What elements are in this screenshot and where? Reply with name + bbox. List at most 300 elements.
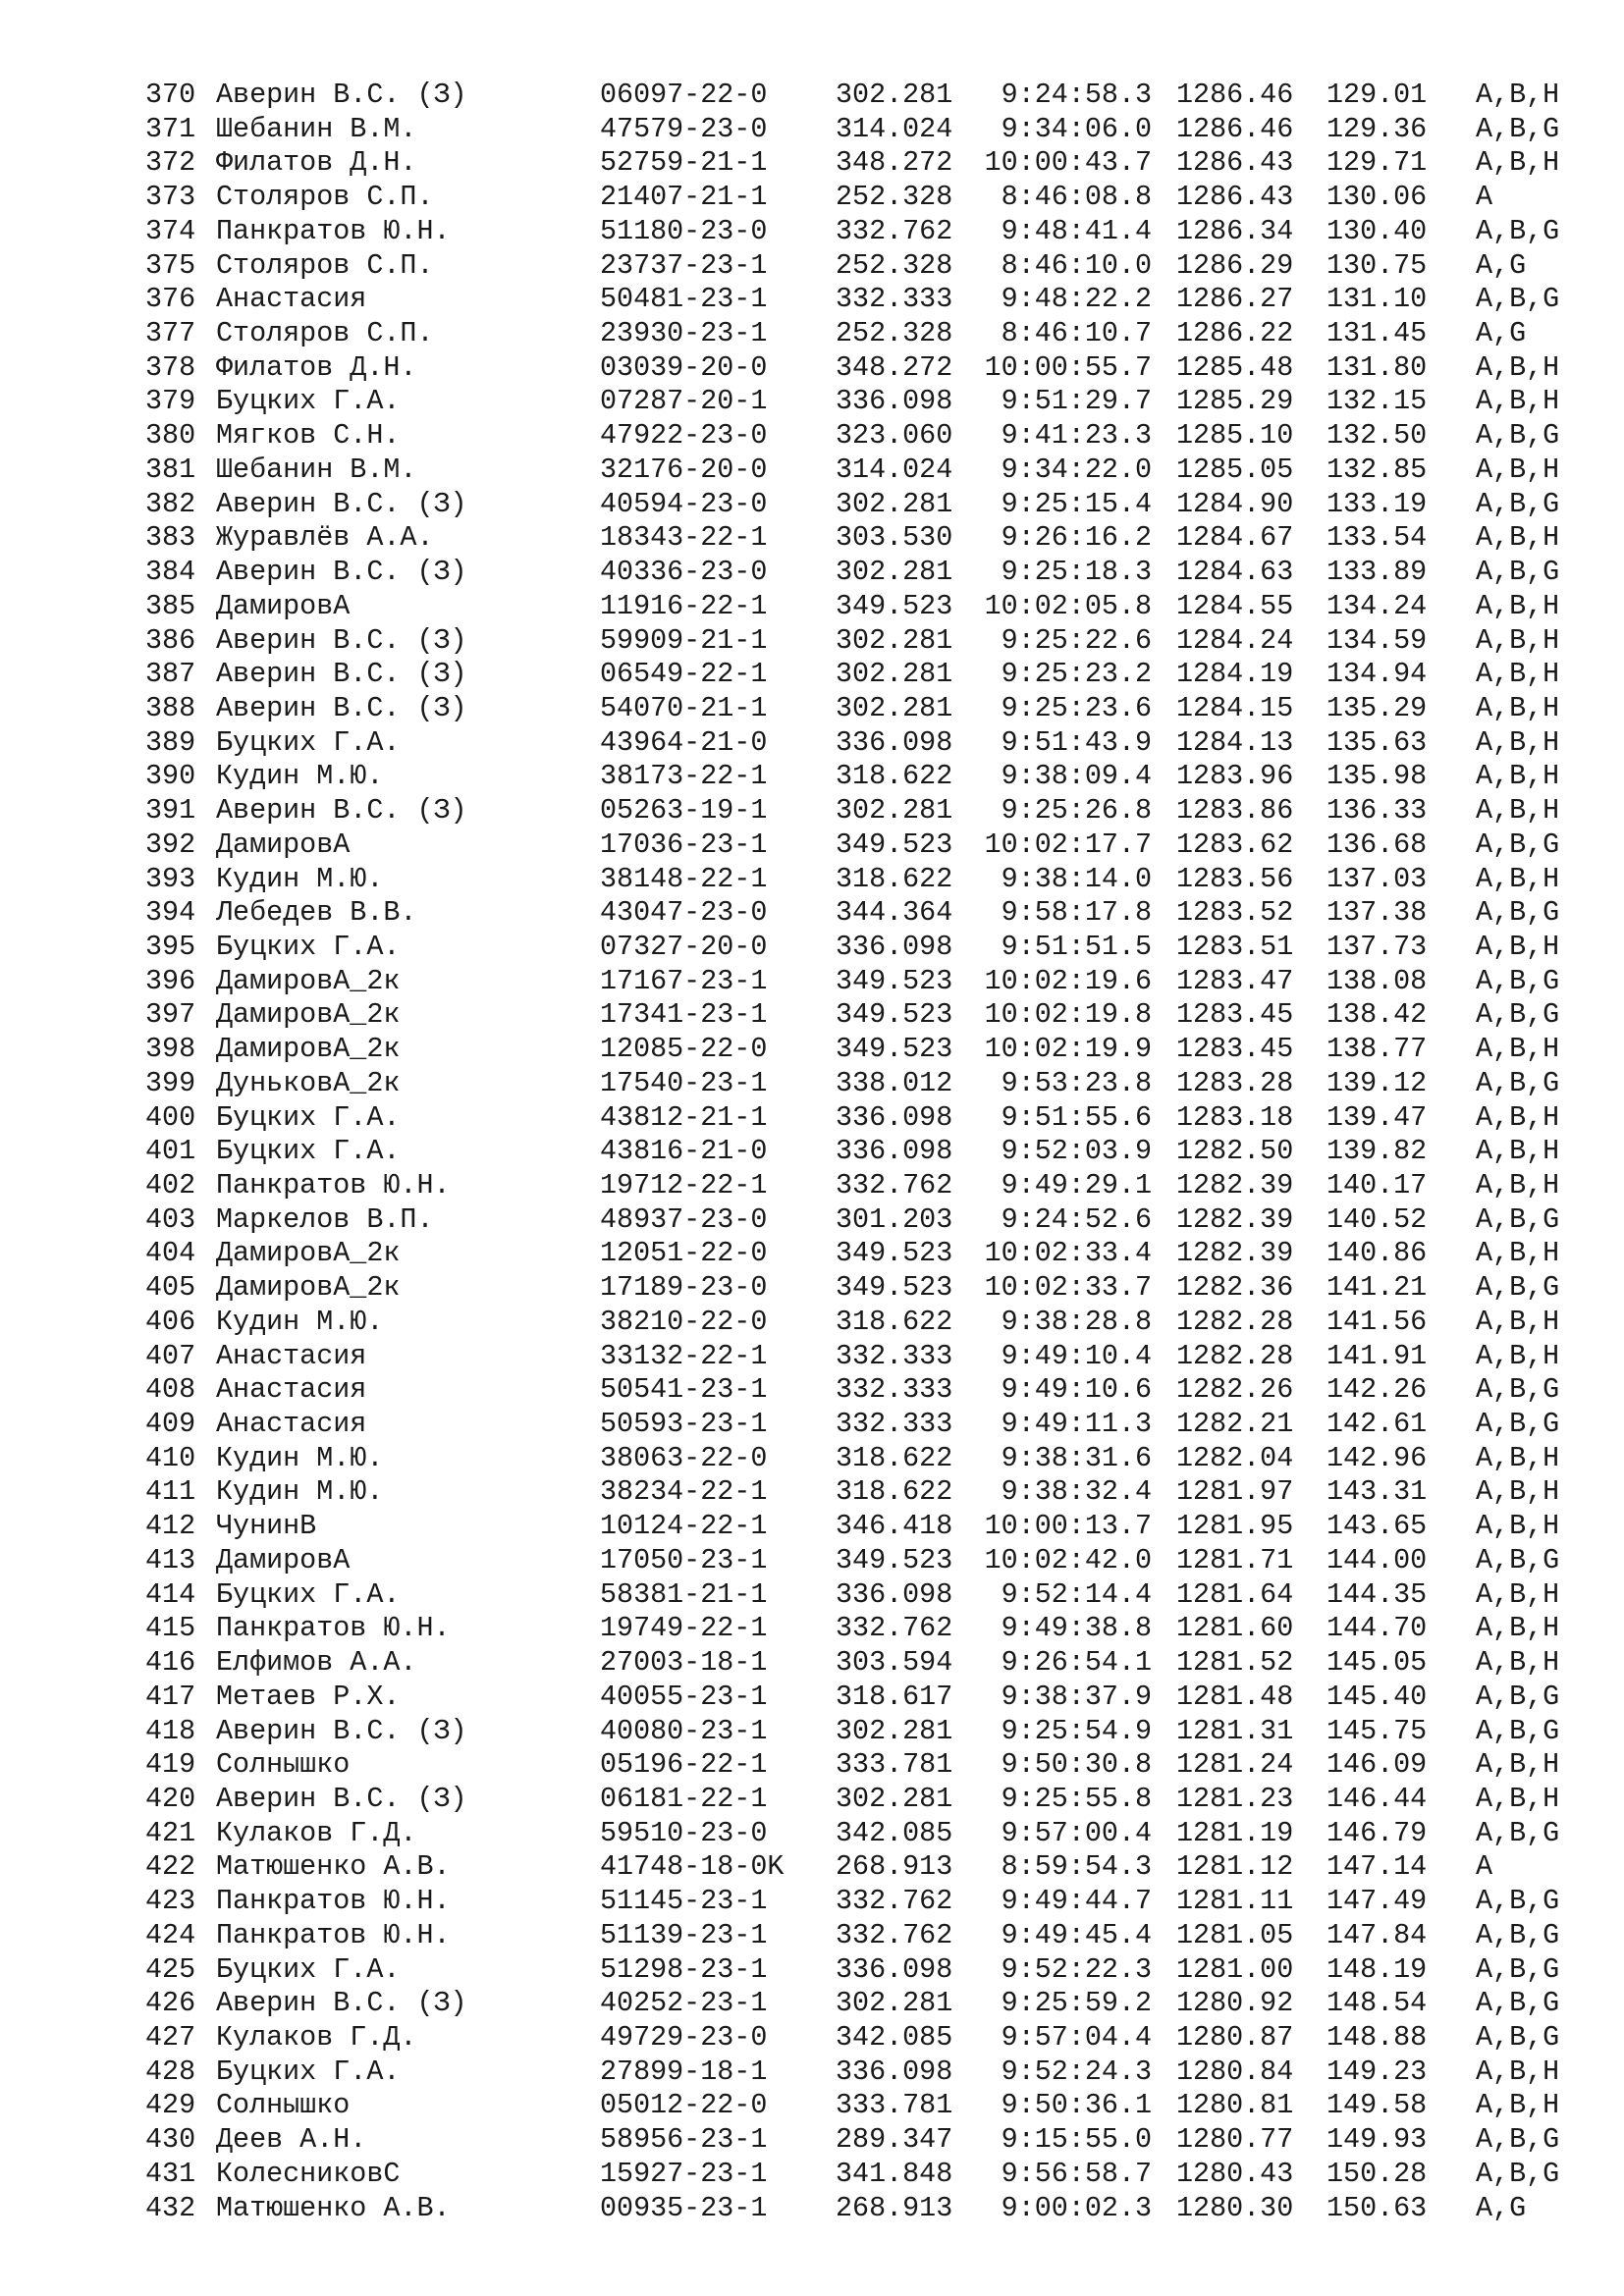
arrival-time: 9:48:41.4 [1001,214,1152,247]
category-flags: A,B,H [1476,2055,1560,2088]
distance-km: 332.333 [836,1339,953,1372]
place-number: 404 [145,1237,196,1270]
category-flags: A,B,H [1476,1169,1560,1201]
place-number: 410 [145,1441,196,1474]
place-number: 379 [145,385,196,418]
distance-km: 349.523 [836,998,953,1032]
place-number: 407 [145,1339,196,1372]
arrival-time: 9:50:36.1 [1001,2089,1152,2122]
place-number: 412 [145,1510,196,1543]
distance-km: 336.098 [836,1135,953,1168]
ring-number: 40080-23-1 [600,1714,768,1747]
ring-number: 10124-22-1 [600,1510,768,1543]
category-flags: A,B,G [1476,556,1560,589]
ring-number: 15927-23-1 [600,2157,768,2190]
ring-number: 43964-21-0 [600,725,768,759]
fancier-name: ДамировА_2к [216,964,401,997]
fancier-name: Панкратов Ю.Н. [216,1885,451,1918]
arrival-time: 9:49:10.6 [1001,1373,1152,1407]
speed-value: 1286.22 [1176,317,1294,350]
speed-value: 1282.26 [1176,1373,1294,1407]
category-flags: A,G [1476,2191,1527,2224]
points-value: 143.65 [1326,1510,1428,1543]
place-number: 397 [145,998,196,1032]
distance-km: 252.328 [836,317,953,350]
place-number: 429 [145,2089,196,2122]
speed-value: 1283.47 [1176,964,1294,997]
distance-km: 336.098 [836,1952,953,1986]
arrival-time: 9:38:37.9 [1001,1680,1152,1713]
ring-number: 50541-23-1 [600,1373,768,1407]
speed-value: 1282.04 [1176,1441,1294,1474]
points-value: 129.71 [1326,146,1428,180]
ring-number: 41748-18-0K [600,1850,785,1884]
ring-number: 47579-23-0 [600,112,768,145]
place-number: 408 [145,1373,196,1407]
category-flags: A,B,G [1476,1271,1560,1305]
place-number: 393 [145,862,196,895]
place-number: 371 [145,112,196,145]
speed-value: 1286.34 [1176,214,1294,247]
place-number: 409 [145,1408,196,1441]
distance-km: 318.622 [836,1305,953,1338]
place-number: 416 [145,1646,196,1680]
arrival-time: 9:57:00.4 [1001,1816,1152,1849]
distance-km: 346.418 [836,1510,953,1543]
arrival-time: 10:02:33.7 [984,1271,1152,1305]
speed-value: 1283.28 [1176,1066,1294,1099]
arrival-time: 10:02:19.6 [984,964,1152,997]
points-value: 134.59 [1326,623,1428,657]
category-flags: A,B,H [1476,1475,1560,1509]
arrival-time: 9:51:29.7 [1001,385,1152,418]
ring-number: 23737-23-1 [600,248,768,282]
category-flags: A,B,H [1476,1748,1560,1782]
points-value: 135.29 [1326,691,1428,724]
place-number: 406 [145,1305,196,1338]
points-value: 132.85 [1326,453,1428,486]
category-flags: A,B,H [1476,623,1560,657]
place-number: 401 [145,1135,196,1168]
arrival-time: 9:49:29.1 [1001,1169,1152,1201]
place-number: 378 [145,350,196,384]
speed-value: 1283.56 [1176,862,1294,895]
fancier-name: Буцких Г.А. [216,930,401,963]
distance-km: 268.913 [836,1850,953,1884]
category-flags: A,B,G [1476,896,1560,930]
fancier-name: Филатов Д.Н. [216,350,417,384]
place-number: 425 [145,1952,196,1986]
distance-km: 342.085 [836,2020,953,2054]
distance-km: 314.024 [836,112,953,145]
arrival-time: 9:24:58.3 [1001,79,1152,111]
distance-km: 289.347 [836,2123,953,2157]
points-value: 147.14 [1326,1850,1428,1884]
arrival-time: 9:25:26.8 [1001,794,1152,828]
arrival-time: 9:25:55.8 [1001,1782,1152,1815]
points-value: 137.38 [1326,896,1428,930]
speed-value: 1280.92 [1176,1987,1294,2020]
place-number: 423 [145,1885,196,1918]
arrival-time: 9:25:22.6 [1001,623,1152,657]
ring-number: 05196-22-1 [600,1748,768,1782]
points-value: 148.19 [1326,1952,1428,1986]
speed-value: 1286.46 [1176,79,1294,111]
points-value: 131.10 [1326,283,1428,316]
fancier-name: ДамировА [216,828,351,861]
category-flags: A,B,G [1476,1987,1560,2020]
fancier-name: Столяров С.П. [216,317,434,350]
category-flags: A,B,H [1476,1782,1560,1815]
points-value: 145.40 [1326,1680,1428,1713]
distance-km: 301.203 [836,1202,953,1236]
fancier-name: ЧунинВ [216,1510,317,1543]
fancier-name: Аверин В.С. (З) [216,658,467,691]
place-number: 375 [145,248,196,282]
distance-km: 336.098 [836,1100,953,1134]
ring-number: 38234-22-1 [600,1475,768,1509]
distance-km: 318.622 [836,1475,953,1509]
points-value: 138.77 [1326,1033,1428,1066]
arrival-time: 9:26:16.2 [1001,521,1152,555]
distance-km: 332.333 [836,283,953,316]
fancier-name: Филатов Д.Н. [216,146,417,180]
points-value: 141.21 [1326,1271,1428,1305]
speed-value: 1282.28 [1176,1339,1294,1372]
ring-number: 43812-21-1 [600,1100,768,1134]
speed-value: 1283.51 [1176,930,1294,963]
distance-km: 252.328 [836,181,953,214]
ring-number: 23930-23-1 [600,317,768,350]
points-value: 149.23 [1326,2055,1428,2088]
place-number: 380 [145,419,196,453]
fancier-name: Панкратов Ю.Н. [216,1612,451,1645]
speed-value: 1281.00 [1176,1952,1294,1986]
distance-km: 349.523 [836,589,953,622]
points-value: 137.73 [1326,930,1428,963]
category-flags: A,B,H [1476,1612,1560,1645]
distance-km: 323.060 [836,419,953,453]
ring-number: 17050-23-1 [600,1543,768,1576]
arrival-time: 9:25:23.2 [1001,658,1152,691]
arrival-time: 9:48:22.2 [1001,283,1152,316]
arrival-time: 9:24:52.6 [1001,1202,1152,1236]
speed-value: 1281.60 [1176,1612,1294,1645]
ring-number: 17341-23-1 [600,998,768,1032]
place-number: 419 [145,1748,196,1782]
fancier-name: Буцких Г.А. [216,385,401,418]
arrival-time: 9:49:11.3 [1001,1408,1152,1441]
arrival-time: 9:38:09.4 [1001,760,1152,793]
points-value: 141.91 [1326,1339,1428,1372]
place-number: 374 [145,214,196,247]
category-flags: A,B,H [1476,2089,1560,2122]
speed-value: 1286.29 [1176,248,1294,282]
ring-number: 17540-23-1 [600,1066,768,1099]
arrival-time: 10:02:19.8 [984,998,1152,1032]
arrival-time: 9:38:28.8 [1001,1305,1152,1338]
ring-number: 51139-23-1 [600,1918,768,1951]
place-number: 370 [145,79,196,111]
ring-number: 18343-22-1 [600,521,768,555]
arrival-time: 9:52:03.9 [1001,1135,1152,1168]
speed-value: 1284.63 [1176,556,1294,589]
category-flags: A,B,G [1476,1202,1560,1236]
ring-number: 49729-23-0 [600,2020,768,2054]
fancier-name: Деев А.Н. [216,2123,367,2157]
distance-km: 303.594 [836,1646,953,1680]
points-value: 139.12 [1326,1066,1428,1099]
distance-km: 302.281 [836,623,953,657]
arrival-time: 9:52:22.3 [1001,1952,1152,1986]
distance-km: 349.523 [836,1033,953,1066]
arrival-time: 10:00:43.7 [984,146,1152,180]
distance-km: 344.364 [836,896,953,930]
arrival-time: 9:38:32.4 [1001,1475,1152,1509]
arrival-time: 9:25:59.2 [1001,1987,1152,2020]
ring-number: 05012-22-0 [600,2089,768,2122]
distance-km: 336.098 [836,2055,953,2088]
ring-number: 33132-22-1 [600,1339,768,1372]
place-number: 428 [145,2055,196,2088]
place-number: 384 [145,556,196,589]
points-value: 144.35 [1326,1577,1428,1611]
ring-number: 17189-23-0 [600,1271,768,1305]
distance-km: 302.281 [836,487,953,520]
ring-number: 21407-21-1 [600,181,768,214]
distance-km: 302.281 [836,658,953,691]
arrival-time: 9:25:54.9 [1001,1714,1152,1747]
points-value: 149.93 [1326,2123,1428,2157]
ring-number: 51145-23-1 [600,1885,768,1918]
place-number: 430 [145,2123,196,2157]
category-flags: A,B,H [1476,725,1560,759]
distance-km: 302.281 [836,1782,953,1815]
category-flags: A,G [1476,248,1527,282]
fancier-name: Буцких Г.А. [216,725,401,759]
ring-number: 27899-18-1 [600,2055,768,2088]
arrival-time: 9:26:54.1 [1001,1646,1152,1680]
category-flags: A,B,G [1476,214,1560,247]
speed-value: 1281.95 [1176,1510,1294,1543]
ring-number: 05263-19-1 [600,794,768,828]
distance-km: 332.333 [836,1373,953,1407]
arrival-time: 9:41:23.3 [1001,419,1152,453]
place-number: 376 [145,283,196,316]
fancier-name: ДамировА_2к [216,1271,401,1305]
fancier-name: Буцких Г.А. [216,2055,401,2088]
ring-number: 06097-22-0 [600,79,768,111]
arrival-time: 8:46:10.7 [1001,317,1152,350]
distance-km: 341.848 [836,2157,953,2190]
place-number: 415 [145,1612,196,1645]
points-value: 131.80 [1326,350,1428,384]
distance-km: 318.622 [836,1441,953,1474]
speed-value: 1280.77 [1176,2123,1294,2157]
place-number: 411 [145,1475,196,1509]
arrival-time: 9:51:51.5 [1001,930,1152,963]
speed-value: 1286.43 [1176,181,1294,214]
speed-value: 1282.28 [1176,1305,1294,1338]
category-flags: A,B,G [1476,828,1560,861]
ring-number: 00935-23-1 [600,2191,768,2224]
distance-km: 333.781 [836,1748,953,1782]
distance-km: 318.622 [836,862,953,895]
speed-value: 1281.23 [1176,1782,1294,1815]
fancier-name: Буцких Г.А. [216,1135,401,1168]
category-flags: A,G [1476,317,1527,350]
ring-number: 38063-22-0 [600,1441,768,1474]
ring-number: 07327-20-0 [600,930,768,963]
fancier-name: Буцких Г.А. [216,1577,401,1611]
place-number: 373 [145,181,196,214]
place-number: 387 [145,658,196,691]
points-value: 134.94 [1326,658,1428,691]
ring-number: 51180-23-0 [600,214,768,247]
points-value: 130.75 [1326,248,1428,282]
speed-value: 1280.81 [1176,2089,1294,2122]
category-flags: A,B,G [1476,1816,1560,1849]
points-value: 135.63 [1326,725,1428,759]
points-value: 142.96 [1326,1441,1428,1474]
ring-number: 40055-23-1 [600,1680,768,1713]
arrival-time: 9:50:30.8 [1001,1748,1152,1782]
points-value: 132.50 [1326,419,1428,453]
category-flags: A,B,H [1476,658,1560,691]
place-number: 383 [145,521,196,555]
category-flags: A,B,H [1476,589,1560,622]
distance-km: 349.523 [836,964,953,997]
category-flags: A,B,G [1476,2020,1560,2054]
place-number: 377 [145,317,196,350]
place-number: 421 [145,1816,196,1849]
points-value: 133.54 [1326,521,1428,555]
points-value: 133.89 [1326,556,1428,589]
ring-number: 40594-23-0 [600,487,768,520]
place-number: 386 [145,623,196,657]
category-flags: A,B,G [1476,487,1560,520]
fancier-name: Панкратов Ю.Н. [216,1169,451,1201]
ring-number: 47922-23-0 [600,419,768,453]
place-number: 424 [145,1918,196,1951]
ring-number: 58381-21-1 [600,1577,768,1611]
arrival-time: 10:02:05.8 [984,589,1152,622]
speed-value: 1280.84 [1176,2055,1294,2088]
points-value: 130.06 [1326,181,1428,214]
points-value: 147.49 [1326,1885,1428,1918]
category-flags: A,B,H [1476,794,1560,828]
fancier-name: Аверин В.С. (З) [216,794,467,828]
arrival-time: 10:02:33.4 [984,1237,1152,1270]
speed-value: 1281.11 [1176,1885,1294,1918]
arrival-time: 9:53:23.8 [1001,1066,1152,1099]
place-number: 426 [145,1987,196,2020]
category-flags: A,B,H [1476,1510,1560,1543]
speed-value: 1281.64 [1176,1577,1294,1611]
speed-value: 1286.43 [1176,146,1294,180]
place-number: 391 [145,794,196,828]
fancier-name: Журавлёв А.А. [216,521,434,555]
points-value: 131.45 [1326,317,1428,350]
category-flags: A,B,H [1476,453,1560,486]
category-flags: A,B,G [1476,1066,1560,1099]
distance-km: 332.762 [836,1885,953,1918]
ring-number: 19712-22-1 [600,1169,768,1201]
arrival-time: 8:46:08.8 [1001,181,1152,214]
place-number: 405 [145,1271,196,1305]
points-value: 146.79 [1326,1816,1428,1849]
speed-value: 1283.86 [1176,794,1294,828]
arrival-time: 9:58:17.8 [1001,896,1152,930]
ring-number: 40336-23-0 [600,556,768,589]
category-flags: A,B,G [1476,1885,1560,1918]
fancier-name: Столяров С.П. [216,181,434,214]
speed-value: 1284.90 [1176,487,1294,520]
speed-value: 1282.50 [1176,1135,1294,1168]
category-flags: A,B,G [1476,1408,1560,1441]
fancier-name: ДуньковА_2к [216,1066,401,1099]
speed-value: 1283.45 [1176,1033,1294,1066]
fancier-name: Шебанин В.М. [216,453,417,486]
fancier-name: Аверин В.С. (З) [216,623,467,657]
fancier-name: Шебанин В.М. [216,112,417,145]
speed-value: 1281.19 [1176,1816,1294,1849]
place-number: 390 [145,760,196,793]
fancier-name: Столяров С.П. [216,248,434,282]
place-number: 381 [145,453,196,486]
distance-km: 252.328 [836,248,953,282]
distance-km: 318.617 [836,1680,953,1713]
category-flags: A,B,G [1476,1918,1560,1951]
fancier-name: Аверин В.С. (З) [216,79,467,111]
distance-km: 336.098 [836,385,953,418]
points-value: 150.63 [1326,2191,1428,2224]
distance-km: 332.333 [836,1408,953,1441]
fancier-name: Панкратов Ю.Н. [216,214,451,247]
fancier-name: Матюшенко А.В. [216,2191,451,2224]
category-flags: A,B,H [1476,1339,1560,1372]
arrival-time: 9:25:23.6 [1001,691,1152,724]
fancier-name: Панкратов Ю.Н. [216,1918,451,1951]
distance-km: 268.913 [836,2191,953,2224]
distance-km: 349.523 [836,1271,953,1305]
category-flags: A,B,H [1476,350,1560,384]
arrival-time: 10:00:13.7 [984,1510,1152,1543]
category-flags: A,B,H [1476,385,1560,418]
speed-value: 1281.12 [1176,1850,1294,1884]
arrival-time: 9:49:45.4 [1001,1918,1152,1951]
points-value: 134.24 [1326,589,1428,622]
fancier-name: Анастасия [216,1408,367,1441]
place-number: 400 [145,1100,196,1134]
points-value: 135.98 [1326,760,1428,793]
arrival-time: 10:02:17.7 [984,828,1152,861]
ring-number: 59510-23-0 [600,1816,768,1849]
ring-number: 52759-21-1 [600,146,768,180]
ring-number: 43816-21-0 [600,1135,768,1168]
category-flags: A,B,H [1476,862,1560,895]
fancier-name: ДамировА [216,1543,351,1576]
place-number: 385 [145,589,196,622]
ring-number: 43047-23-0 [600,896,768,930]
arrival-time: 9:49:38.8 [1001,1612,1152,1645]
fancier-name: Елфимов А.А. [216,1646,417,1680]
points-value: 129.36 [1326,112,1428,145]
speed-value: 1283.45 [1176,998,1294,1032]
points-value: 148.54 [1326,1987,1428,2020]
arrival-time: 8:59:54.3 [1001,1850,1152,1884]
fancier-name: Аверин В.С. (З) [216,691,467,724]
